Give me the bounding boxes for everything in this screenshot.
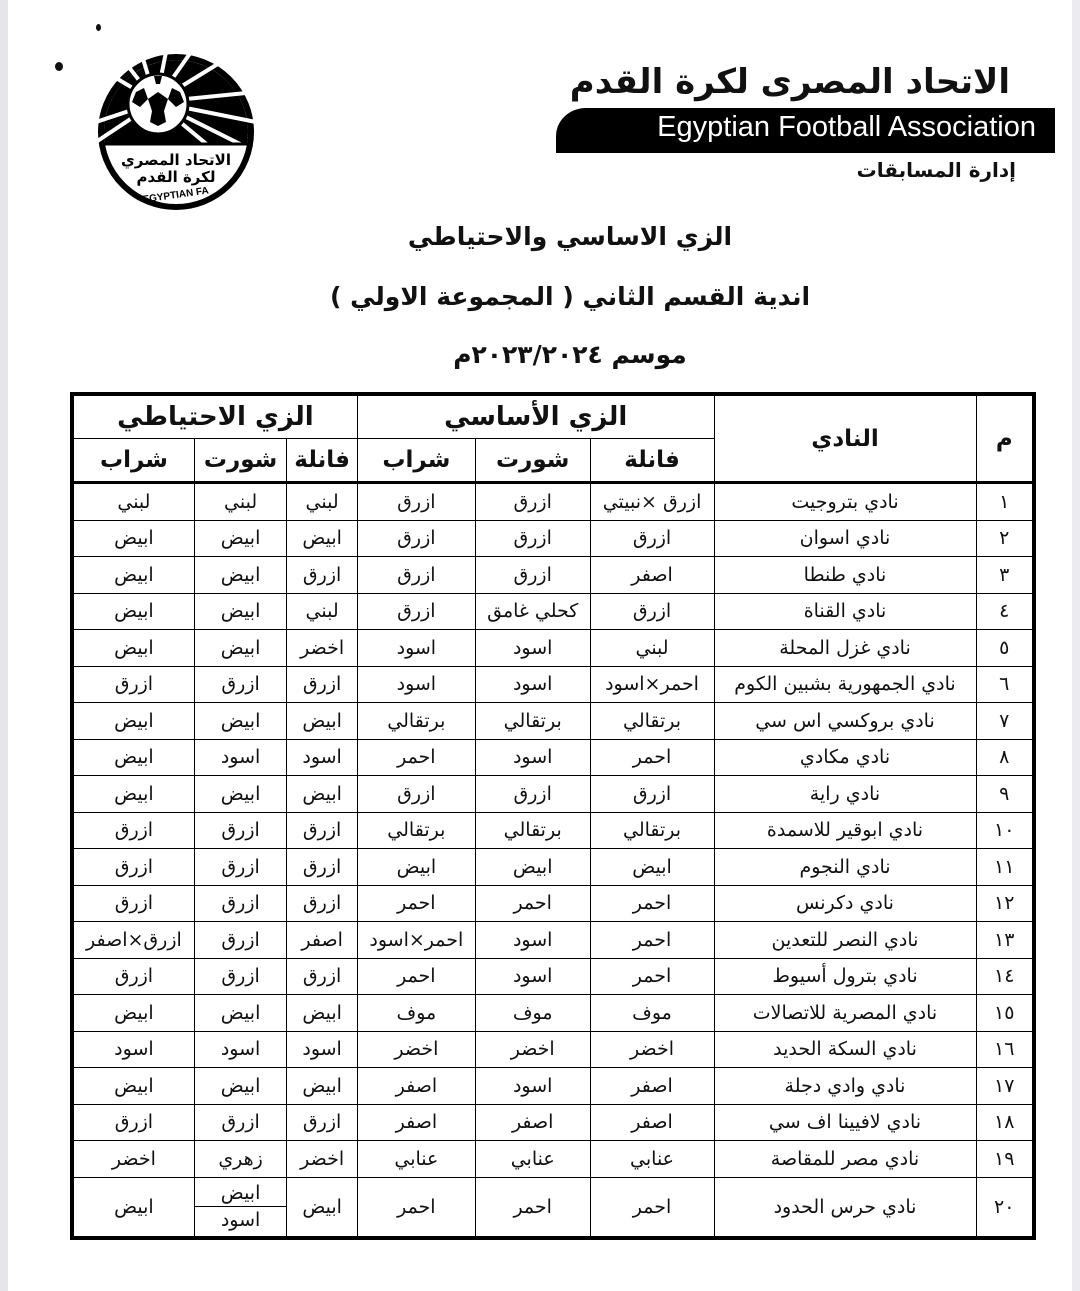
row-primary-shorts: اخضر — [475, 1031, 590, 1068]
row-reserve-socks: ابيض — [72, 630, 194, 667]
row-reserve-shirt: ابيض — [287, 995, 357, 1032]
row-primary-shorts: احمر — [475, 1177, 590, 1238]
table-row — [72, 739, 1034, 776]
row-primary-shirt: احمر — [590, 922, 714, 959]
row-primary-socks: ازرق — [357, 520, 475, 557]
row-primary-shirt: احمر — [590, 739, 714, 776]
row-index: ٥ — [976, 630, 1034, 667]
row-primary-shirt: ازرق — [590, 520, 714, 557]
row-reserve-shorts: ابيض — [194, 593, 287, 630]
egyptian-fa-logo-icon — [96, 52, 256, 212]
row-club: نادي المصرية للاتصالات — [714, 995, 976, 1032]
row-club: نادي القناة — [714, 593, 976, 630]
row-reserve-shorts: ازرق — [194, 1104, 287, 1141]
row-reserve-socks: ابيض — [72, 995, 194, 1032]
row-reserve-shorts: ازرق — [194, 958, 287, 995]
row-primary-shorts: اسود — [475, 630, 590, 667]
row-primary-shirt: لبني — [590, 630, 714, 667]
row-reserve-shirt: ابيض — [287, 520, 357, 557]
header-club: النادي — [714, 394, 976, 483]
row-index: ١٨ — [976, 1104, 1034, 1141]
row-primary-shirt: ازرق — [590, 776, 714, 813]
row-reserve-shorts: اسود — [194, 739, 287, 776]
row-primary-shorts: ازرق — [475, 776, 590, 813]
row-reserve-socks: ازرق — [72, 885, 194, 922]
row-primary-socks: ازرق — [357, 557, 475, 594]
row-primary-socks: احمر — [357, 739, 475, 776]
row-reserve-shorts: ازرق — [194, 849, 287, 886]
row-reserve-shorts: ازرق — [194, 885, 287, 922]
row-reserve-shirt: لبني — [287, 593, 357, 630]
table-row — [72, 1104, 1034, 1141]
row-primary-socks: اسود — [357, 630, 475, 667]
row-reserve-socks: ازرق — [72, 666, 194, 703]
row-reserve-shirt: اسود — [287, 1031, 357, 1068]
row-reserve-socks: لبني — [72, 483, 194, 521]
row-primary-socks: اصفر — [357, 1104, 475, 1141]
header-reserve-socks: شراب — [72, 439, 194, 483]
scan-speck — [55, 62, 63, 71]
row-primary-shorts: ابيض — [475, 849, 590, 886]
row-club: نادي وادي دجلة — [714, 1068, 976, 1105]
row-reserve-socks: ابيض — [72, 739, 194, 776]
logo-text-ar-2: لكرة القدم — [136, 168, 216, 186]
row-club: نادي بروكسي اس سي — [714, 703, 976, 740]
row-reserve-shorts: ابيض — [194, 703, 287, 740]
row-reserve-shorts: لبني — [194, 483, 287, 521]
row-primary-shorts: برتقالي — [475, 812, 590, 849]
row-index: ١٠ — [976, 812, 1034, 849]
row-reserve-shorts: ازرق — [194, 666, 287, 703]
table-row — [72, 520, 1034, 557]
row-club: نادي مكادي — [714, 739, 976, 776]
row-reserve-shirt: ازرق — [287, 557, 357, 594]
row-reserve-socks: ابيض — [72, 703, 194, 740]
row-reserve-shorts: زهري — [194, 1141, 287, 1178]
row-index: ١ — [976, 483, 1034, 521]
table-row — [72, 995, 1034, 1032]
row-primary-socks: برتقالي — [357, 703, 475, 740]
row-reserve-socks: ابيض — [72, 557, 194, 594]
row-primary-shorts: كحلي غامق — [475, 593, 590, 630]
org-name-english: Egyptian Football Association — [657, 111, 1036, 143]
row-primary-shorts: اسود — [475, 922, 590, 959]
row-reserve-socks: ازرق×اصفر — [72, 922, 194, 959]
table-row — [72, 958, 1034, 995]
row-club: نادي اسوان — [714, 520, 976, 557]
table-row — [72, 666, 1034, 703]
org-name-arabic: الاتحاد المصرى لكرة القدم — [569, 62, 1010, 102]
row-club: نادي النصر للتعدين — [714, 922, 976, 959]
header-reserve-kit: الزي الاحتياطي — [72, 394, 357, 439]
row-primary-shirt: احمر — [590, 1177, 714, 1238]
row-reserve-shirt: ابيض — [287, 1177, 357, 1238]
row-reserve-socks: اخضر — [72, 1141, 194, 1178]
department-name: إدارة المسابقات — [856, 158, 1016, 182]
document-subtitle: اندية القسم الثاني ( المجموعة الاولي ) — [329, 282, 811, 311]
row-club: نادي حرس الحدود — [714, 1177, 976, 1238]
row-reserve-shorts: ابيض — [194, 520, 287, 557]
row-reserve-socks: اسود — [72, 1031, 194, 1068]
row-reserve-socks: ابيض — [72, 1177, 194, 1238]
row-primary-socks: ابيض — [357, 849, 475, 886]
row-reserve-shirt: ابيض — [287, 776, 357, 813]
row-primary-shorts: برتقالي — [475, 703, 590, 740]
table-row — [72, 776, 1034, 813]
row-index: ٦ — [976, 666, 1034, 703]
row-index: ١٤ — [976, 958, 1034, 995]
header-primary-shorts: شورت — [475, 439, 590, 483]
page-edge-right — [1072, 0, 1080, 1291]
row-primary-shirt: ابيض — [590, 849, 714, 886]
row-primary-shirt: احمر — [590, 958, 714, 995]
row-reserve-shorts: ابيض — [194, 776, 287, 813]
row-club: نادي دكرنس — [714, 885, 976, 922]
row-primary-shirt: احمر — [590, 885, 714, 922]
table-row — [72, 1141, 1034, 1178]
row-primary-shorts: اسود — [475, 958, 590, 995]
row-primary-shorts: اصفر — [475, 1104, 590, 1141]
row-primary-shirt: ازرق — [590, 593, 714, 630]
reserve-shorts-option-1: ابيض — [194, 1182, 288, 1207]
row-reserve-shirt: لبني — [287, 483, 357, 521]
row-primary-socks: احمر — [357, 958, 475, 995]
row-index: ١١ — [976, 849, 1034, 886]
logo-text-en: EGYPTIAN FA — [141, 185, 210, 206]
row-index: ١٥ — [976, 995, 1034, 1032]
season-label: موسم ٢٠٢٣/٢٠٢٤م — [453, 340, 687, 369]
row-primary-shirt: برتقالي — [590, 703, 714, 740]
row-reserve-shirt: ازرق — [287, 885, 357, 922]
row-reserve-shorts: ابيض — [194, 995, 287, 1032]
row-primary-socks: ازرق — [357, 483, 475, 521]
table-row — [72, 1177, 1034, 1238]
header-reserve-shirt: فانلة — [287, 439, 357, 483]
table-row — [72, 1031, 1034, 1068]
row-club: نادي بترول أسيوط — [714, 958, 976, 995]
row-primary-shorts: موف — [475, 995, 590, 1032]
row-index: ٨ — [976, 739, 1034, 776]
header-primary-shirt: فانلة — [590, 439, 714, 483]
row-reserve-shirt: ازرق — [287, 849, 357, 886]
row-index: ٢٠ — [976, 1177, 1034, 1238]
row-reserve-shirt: اخضر — [287, 630, 357, 667]
row-reserve-shirt: ازرق — [287, 958, 357, 995]
table-row — [72, 557, 1034, 594]
row-club: نادي غزل المحلة — [714, 630, 976, 667]
row-index: ١٢ — [976, 885, 1034, 922]
row-index: ١٧ — [976, 1068, 1034, 1105]
row-primary-shorts: ازرق — [475, 520, 590, 557]
row-primary-shirt: عنابي — [590, 1141, 714, 1178]
row-reserve-socks: ازرق — [72, 849, 194, 886]
row-primary-socks: اصفر — [357, 1068, 475, 1105]
table-row — [72, 630, 1034, 667]
table-row — [72, 812, 1034, 849]
table-row — [72, 885, 1034, 922]
row-index: ٣ — [976, 557, 1034, 594]
row-reserve-shirt: ازرق — [287, 1104, 357, 1141]
row-primary-socks: احمر×اسود — [357, 922, 475, 959]
row-reserve-shorts: اسود — [194, 1031, 287, 1068]
row-primary-socks: برتقالي — [357, 812, 475, 849]
row-reserve-shirt: ازرق — [287, 812, 357, 849]
row-primary-shirt: اصفر — [590, 1068, 714, 1105]
row-primary-shorts: عنابي — [475, 1141, 590, 1178]
row-reserve-socks: ازرق — [72, 1104, 194, 1141]
row-primary-socks: ازرق — [357, 593, 475, 630]
table-row — [72, 703, 1034, 740]
table-row — [72, 483, 1034, 521]
row-reserve-socks: ابيض — [72, 1068, 194, 1105]
row-primary-shirt: ازرق ×نبيتي — [590, 483, 714, 521]
row-club: نادي السكة الحديد — [714, 1031, 976, 1068]
row-club: نادي مصر للمقاصة — [714, 1141, 976, 1178]
row-index: ١٦ — [976, 1031, 1034, 1068]
row-index: ٢ — [976, 520, 1034, 557]
row-primary-shorts: اسود — [475, 666, 590, 703]
row-club: نادي لافيينا اف سي — [714, 1104, 976, 1141]
row-primary-shorts: ازرق — [475, 557, 590, 594]
row-reserve-shirt: ازرق — [287, 666, 357, 703]
row-reserve-shirt: ابيض — [287, 703, 357, 740]
row-primary-socks: احمر — [357, 1177, 475, 1238]
row-primary-socks: اسود — [357, 666, 475, 703]
row-club: نادي النجوم — [714, 849, 976, 886]
table-row — [72, 1068, 1034, 1105]
row-club: نادي راية — [714, 776, 976, 813]
scan-speck — [96, 24, 101, 31]
row-primary-shirt: موف — [590, 995, 714, 1032]
row-reserve-shirt: اسود — [287, 739, 357, 776]
row-reserve-socks: ابيض — [72, 776, 194, 813]
row-primary-shorts: احمر — [475, 885, 590, 922]
document-title: الزي الاساسي والاحتياطي — [407, 222, 733, 251]
row-index: ٩ — [976, 776, 1034, 813]
page-edge-left — [0, 0, 8, 1291]
row-reserve-socks: ابيض — [72, 593, 194, 630]
row-club: نادي بتروجيت — [714, 483, 976, 521]
row-primary-socks: ازرق — [357, 776, 475, 813]
table-row — [72, 922, 1034, 959]
header-primary-kit: الزي الأساسي — [357, 394, 714, 439]
logo-text-ar-1: الاتحاد المصري — [121, 151, 231, 169]
row-reserve-shorts: ابيض — [194, 1068, 287, 1105]
header-primary-socks: شراب — [357, 439, 475, 483]
row-index: ٧ — [976, 703, 1034, 740]
row-reserve-shirt: اخضر — [287, 1141, 357, 1178]
row-primary-socks: عنابي — [357, 1141, 475, 1178]
row-primary-socks: موف — [357, 995, 475, 1032]
row-reserve-socks: ازرق — [72, 812, 194, 849]
row-reserve-socks: ازرق — [72, 958, 194, 995]
row-reserve-shorts: ازرق — [194, 812, 287, 849]
row-primary-shirt: اخضر — [590, 1031, 714, 1068]
row-index: ١٩ — [976, 1141, 1034, 1178]
row-primary-shirt: برتقالي — [590, 812, 714, 849]
uniforms-table — [70, 392, 1036, 1240]
row-primary-socks: اخضر — [357, 1031, 475, 1068]
row-primary-shorts: ازرق — [475, 483, 590, 521]
row-reserve-shorts: ابيض — [194, 557, 287, 594]
row-reserve-socks: ابيض — [72, 520, 194, 557]
row-index: ٤ — [976, 593, 1034, 630]
row-club: نادي ابوقير للاسمدة — [714, 812, 976, 849]
row-reserve-shirt: ابيض — [287, 1068, 357, 1105]
row-primary-shorts: اسود — [475, 1068, 590, 1105]
row-club: نادي طنطا — [714, 557, 976, 594]
header-reserve-shorts: شورت — [194, 439, 287, 483]
row-index: ١٣ — [976, 922, 1034, 959]
table-row — [72, 593, 1034, 630]
row-primary-shirt: اصفر — [590, 557, 714, 594]
row-primary-socks: احمر — [357, 885, 475, 922]
row-primary-shirt: اصفر — [590, 1104, 714, 1141]
row-primary-shirt: احمر×اسود — [590, 666, 714, 703]
row-reserve-shirt: اصفر — [287, 922, 357, 959]
row-reserve-shorts: ازرق — [194, 922, 287, 959]
row-primary-shorts: اسود — [475, 739, 590, 776]
row-reserve-shorts — [194, 1177, 287, 1238]
row-reserve-shorts: ابيض — [194, 630, 287, 667]
table-row — [72, 849, 1034, 886]
reserve-shorts-option-2: اسود — [220, 1209, 261, 1231]
row-club: نادي الجمهورية بشبين الكوم — [714, 666, 976, 703]
header-index: م — [976, 394, 1034, 483]
